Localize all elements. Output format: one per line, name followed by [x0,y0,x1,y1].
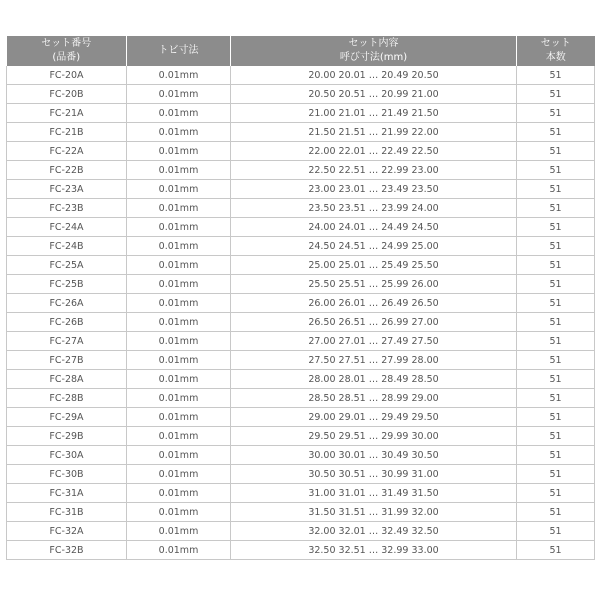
count-cell: 51 [517,123,595,142]
pitch-cell: 0.01mm [127,294,231,313]
count-cell: 51 [517,180,595,199]
part-number-cell: FC-21B [7,123,127,142]
part-number-cell: FC-27B [7,351,127,370]
table-row [7,294,595,313]
count-cell: 51 [517,218,595,237]
pitch-cell: 0.01mm [127,522,231,541]
part-number-cell: FC-22A [7,142,127,161]
pitch-cell: 0.01mm [127,446,231,465]
part-number-cell: FC-20A [7,66,127,85]
range-cell: 22.00 22.01 … 22.49 22.50 [231,142,517,161]
count-cell: 51 [517,408,595,427]
table-row [7,104,595,123]
header-set-number [7,36,127,66]
header-count [517,36,595,66]
part-number-cell: FC-24A [7,218,127,237]
range-cell: 24.00 24.01 … 24.49 24.50 [231,218,517,237]
pitch-cell: 0.01mm [127,427,231,446]
range-cell: 21.50 21.51 … 21.99 22.00 [231,123,517,142]
table-row [7,408,595,427]
part-number-cell: FC-22B [7,161,127,180]
pitch-cell: 0.01mm [127,142,231,161]
range-cell: 23.50 23.51 … 23.99 24.00 [231,199,517,218]
range-cell: 21.00 21.01 … 21.49 21.50 [231,104,517,123]
pitch-cell: 0.01mm [127,275,231,294]
count-cell: 51 [517,427,595,446]
count-cell: 51 [517,85,595,104]
range-cell: 27.00 27.01 … 27.49 27.50 [231,332,517,351]
header-contents-line1: セット内容 [348,38,399,49]
table-header-row [7,36,595,66]
table-row [7,218,595,237]
header-contents [231,36,517,66]
count-cell: 51 [517,256,595,275]
pitch-cell: 0.01mm [127,465,231,484]
pitch-cell: 0.01mm [127,370,231,389]
table-row [7,332,595,351]
range-cell: 28.00 28.01 … 28.49 28.50 [231,370,517,389]
count-cell: 51 [517,503,595,522]
header-set-number-line1: セット番号 [41,38,92,49]
table-row [7,199,595,218]
part-number-cell: FC-20B [7,85,127,104]
part-number-cell: FC-30B [7,465,127,484]
table-row [7,484,595,503]
range-cell: 23.00 23.01 … 23.49 23.50 [231,180,517,199]
table-row [7,66,595,85]
table-row [7,522,595,541]
count-cell: 51 [517,522,595,541]
pitch-cell: 0.01mm [127,541,231,560]
pitch-cell: 0.01mm [127,351,231,370]
range-cell: 20.50 20.51 … 20.99 21.00 [231,85,517,104]
spec-table-container [6,36,594,560]
range-cell: 22.50 22.51 … 22.99 23.00 [231,161,517,180]
header-count-line1: セット [540,38,571,49]
range-cell: 31.00 31.01 … 31.49 31.50 [231,484,517,503]
table-row [7,541,595,560]
part-number-cell: FC-28A [7,370,127,389]
part-number-cell: FC-23B [7,199,127,218]
pitch-cell: 0.01mm [127,484,231,503]
pitch-cell: 0.01mm [127,85,231,104]
pitch-cell: 0.01mm [127,199,231,218]
part-number-cell: FC-29A [7,408,127,427]
pitch-cell: 0.01mm [127,218,231,237]
range-cell: 30.00 30.01 … 30.49 30.50 [231,446,517,465]
header-count-line2: 本数 [545,52,566,63]
header-contents-line2: 呼び寸法(mm) [339,52,408,63]
count-cell: 51 [517,332,595,351]
count-cell: 51 [517,275,595,294]
part-number-cell: FC-32B [7,541,127,560]
part-number-cell: FC-25B [7,275,127,294]
range-cell: 27.50 27.51 … 27.99 28.00 [231,351,517,370]
table-row [7,313,595,332]
table-row [7,427,595,446]
count-cell: 51 [517,66,595,85]
range-cell: 28.50 28.51 … 28.99 29.00 [231,389,517,408]
part-number-cell: FC-27A [7,332,127,351]
part-number-cell: FC-26A [7,294,127,313]
count-cell: 51 [517,294,595,313]
range-cell: 26.00 26.01 … 26.49 26.50 [231,294,517,313]
pitch-cell: 0.01mm [127,161,231,180]
part-number-cell: FC-23A [7,180,127,199]
table-row [7,351,595,370]
count-cell: 51 [517,465,595,484]
range-cell: 20.00 20.01 … 20.49 20.50 [231,66,517,85]
part-number-cell: FC-26B [7,313,127,332]
count-cell: 51 [517,446,595,465]
table-row [7,237,595,256]
range-cell: 25.00 25.01 … 25.49 25.50 [231,256,517,275]
table-row [7,256,595,275]
range-cell: 26.50 26.51 … 26.99 27.00 [231,313,517,332]
count-cell: 51 [517,541,595,560]
header-pitch [127,36,231,66]
pitch-cell: 0.01mm [127,123,231,142]
range-cell: 29.00 29.01 … 29.49 29.50 [231,408,517,427]
range-cell: 25.50 25.51 … 25.99 26.00 [231,275,517,294]
table-row [7,389,595,408]
range-cell: 29.50 29.51 … 29.99 30.00 [231,427,517,446]
count-cell: 51 [517,313,595,332]
header-pitch-label: トビ寸法 [158,45,199,56]
range-cell: 32.50 32.51 … 32.99 33.00 [231,541,517,560]
pitch-cell: 0.01mm [127,503,231,522]
table-row [7,446,595,465]
part-number-cell: FC-24B [7,237,127,256]
table-row [7,85,595,104]
count-cell: 51 [517,370,595,389]
count-cell: 51 [517,161,595,180]
range-cell: 31.50 31.51 … 31.99 32.00 [231,503,517,522]
part-number-cell: FC-28B [7,389,127,408]
pitch-cell: 0.01mm [127,389,231,408]
pitch-cell: 0.01mm [127,408,231,427]
table-body [7,66,595,560]
spec-table [6,36,595,560]
part-number-cell: FC-29B [7,427,127,446]
part-number-cell: FC-21A [7,104,127,123]
part-number-cell: FC-25A [7,256,127,275]
count-cell: 51 [517,142,595,161]
table-row [7,142,595,161]
pitch-cell: 0.01mm [127,104,231,123]
table-row [7,161,595,180]
part-number-cell: FC-32A [7,522,127,541]
table-row [7,180,595,199]
count-cell: 51 [517,389,595,408]
pitch-cell: 0.01mm [127,237,231,256]
table-row [7,275,595,294]
pitch-cell: 0.01mm [127,256,231,275]
part-number-cell: FC-31B [7,503,127,522]
part-number-cell: FC-30A [7,446,127,465]
table-row [7,465,595,484]
range-cell: 32.00 32.01 … 32.49 32.50 [231,522,517,541]
range-cell: 24.50 24.51 … 24.99 25.00 [231,237,517,256]
pitch-cell: 0.01mm [127,313,231,332]
range-cell: 30.50 30.51 … 30.99 31.00 [231,465,517,484]
pitch-cell: 0.01mm [127,180,231,199]
count-cell: 51 [517,351,595,370]
part-number-cell: FC-31A [7,484,127,503]
table-row [7,370,595,389]
count-cell: 51 [517,199,595,218]
count-cell: 51 [517,237,595,256]
count-cell: 51 [517,104,595,123]
pitch-cell: 0.01mm [127,66,231,85]
pitch-cell: 0.01mm [127,332,231,351]
table-row [7,123,595,142]
count-cell: 51 [517,484,595,503]
header-set-number-line2: (品番) [52,52,81,63]
table-row [7,503,595,522]
